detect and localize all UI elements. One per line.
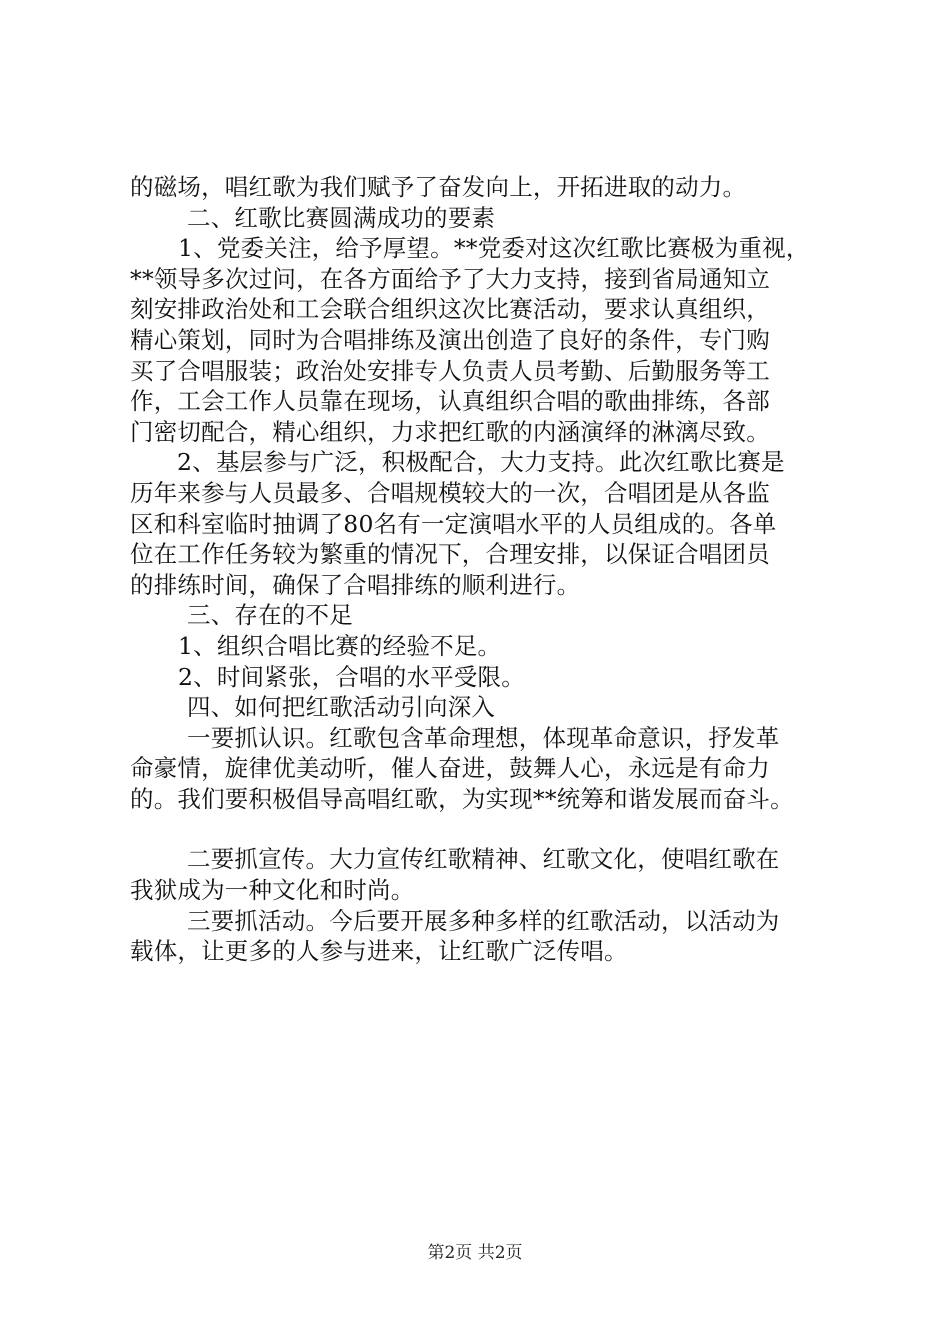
- body-line: 二要抓宣传。大力宣传红歌精神、红歌文化，使唱红歌在: [187, 845, 780, 874]
- body-line: 载体，让更多的人参与进来，让红歌广泛传唱。: [130, 937, 628, 966]
- section-heading: 三、存在的不足: [187, 601, 353, 630]
- body-line: 三要抓活动。今后要开展多种多样的红歌活动，以活动为: [187, 906, 780, 935]
- page-number-footer: 第2页 共2页: [427, 1243, 523, 1263]
- body-line: 的排练时间，确保了合唱排练的顺利进行。: [130, 570, 581, 599]
- body-line: 一要抓认识。红歌包含革命理想，体现革命意识，抒发革: [187, 723, 780, 752]
- body-line: 位在工作任务较为繁重的情况下，合理安排，以保证合唱团员: [130, 540, 770, 569]
- body-line: 的。我们要积极倡导高唱红歌，为实现**统筹和谐发展而奋斗。: [130, 784, 794, 813]
- body-line: 买了合唱服装；政治处安排专人负责人员考勤、后勤服务等工: [130, 356, 770, 385]
- body-line: 2、基层参与广泛，积极配合，大力支持。此次红歌比赛是: [177, 448, 785, 477]
- body-line: 的磁场，唱红歌为我们赋予了奋发向上，开拓进取的动力。: [130, 173, 747, 201]
- body-line: 1、党委关注，给予厚望。**党委对这次红歌比赛极为重视，: [178, 234, 810, 263]
- body-line: 历年来参与人员最多、合唱规模较大的一次，合唱团是从各监: [130, 478, 770, 507]
- body-line: **领导多次过问，在各方面给予了大力支持，接到省局通知立: [130, 264, 771, 293]
- body-line: 门密切配合，精心组织，力求把红歌的内涵演绎的淋漓尽致。: [130, 417, 770, 446]
- body-line: 我狱成为一种文化和时尚。: [130, 876, 415, 905]
- section-heading: 二、红歌比赛圆满成功的要素: [187, 203, 496, 232]
- body-line: 作，工会工作人员靠在现场，认真组织合唱的歌曲排练，各部: [130, 387, 770, 416]
- body-line: 1、组织合唱比赛的经验不足。: [178, 631, 502, 660]
- document-body: [130, 172, 842, 967]
- body-line: 区和科室临时抽调了80名有一定演唱水平的人员组成的。各单: [130, 509, 777, 538]
- body-line: 精心策划，同时为合唱排练及演出创造了良好的条件，专门购: [130, 325, 770, 354]
- section-heading: 四、如何把红歌活动引向深入: [187, 693, 496, 722]
- body-line: 命豪情，旋律优美动听，催人奋进，鼓舞人心，永远是有命力: [130, 754, 770, 783]
- body-line: 刻安排政治处和工会联合组织这次比赛活动，要求认真组织，: [130, 295, 770, 324]
- paragraph-gap: [130, 814, 842, 844]
- body-line: 2、时间紧张，合唱的水平受限。: [178, 662, 525, 691]
